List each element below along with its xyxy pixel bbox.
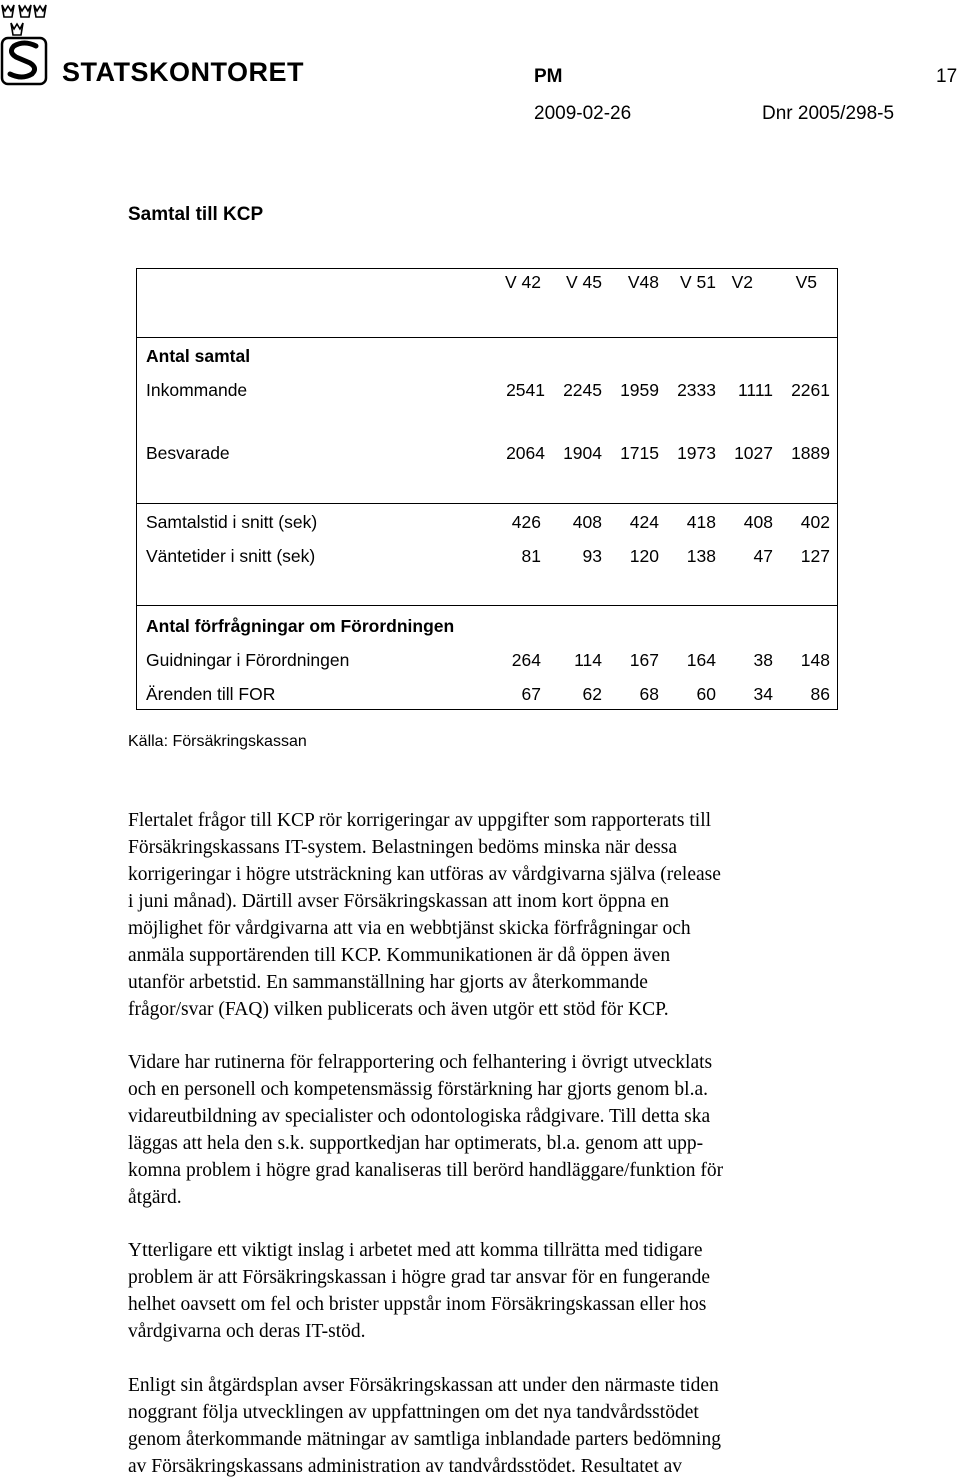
- paragraph: [128, 1237, 848, 1345]
- page-number: 17: [936, 66, 958, 87]
- table-cell: 424: [629, 512, 659, 532]
- row-label: Besvarade: [146, 443, 230, 463]
- table-cell: 127: [800, 546, 830, 566]
- table-cell: 148: [800, 650, 830, 670]
- column-header: V5: [795, 272, 817, 292]
- table-cell: 418: [686, 512, 716, 532]
- table-cell: 2333: [677, 380, 716, 400]
- table-divider: [137, 503, 837, 504]
- statskontoret-logo: [0, 0, 310, 90]
- column-header: V2: [731, 272, 753, 292]
- table-cell: 264: [511, 650, 541, 670]
- table-cell: 81: [521, 546, 541, 566]
- text-line: utanför arbetstid. En sammanställning har gjorts av återkommande: [128, 972, 648, 993]
- text-line: helhet oavsett om fel och brister uppstår inom Försäkringskassan eller hos: [128, 1294, 707, 1315]
- crown-emblem-icon: [0, 0, 60, 90]
- table-cell: 38: [753, 650, 773, 670]
- paragraph: [128, 1049, 848, 1211]
- table-cell: 426: [511, 512, 541, 532]
- table-divider: [137, 337, 837, 338]
- text-line: Vidare har rutinerna för felrapportering och felhantering i övrigt utvecklats: [128, 1052, 713, 1073]
- table-cell: 2245: [563, 380, 602, 400]
- paragraph: [128, 1372, 848, 1480]
- table-cell: 408: [743, 512, 773, 532]
- text-line: av Försäkringskassans administration av tandvårdsstödet. Resultatet av: [128, 1456, 683, 1477]
- table-cell: 34: [753, 684, 773, 704]
- text-line: noggrant följa utvecklingen av uppfattningen om det nya tandvårdsstödet: [128, 1402, 699, 1423]
- column-header: V 45: [566, 272, 602, 292]
- text-line: vårdgivarna och deras IT-stöd.: [128, 1321, 366, 1342]
- text-line: i juni månad). Därtill avser Försäkringskassan att inom kort öppna en: [128, 891, 670, 912]
- text-line: Försäkringskassans IT-system. Belastningen bedöms minska när dessa: [128, 837, 677, 858]
- table-cell: 1027: [734, 443, 773, 463]
- text-line: läggas att hela den s.k. supportkedjan har optimerats, bl.a. genom att upp-: [128, 1133, 704, 1154]
- row-label: Inkommande: [146, 380, 248, 400]
- table-divider: [137, 605, 837, 606]
- column-header: V48: [627, 272, 659, 292]
- row-label: Guidningar i Förordningen: [146, 650, 350, 670]
- text-line: anmäla supportärenden till KCP. Kommunikationen är då öppen även: [128, 945, 671, 966]
- text-line: frågor/svar (FAQ) vilken publicerats och även utgör ett stöd för KCP.: [128, 999, 669, 1020]
- table-cell: 120: [629, 546, 659, 566]
- table-cell: 114: [574, 650, 602, 670]
- table-cell: 1111: [737, 380, 773, 400]
- table-cell: 62: [582, 684, 602, 704]
- row-label: Väntetider i snitt (sek): [146, 546, 316, 566]
- group-heading: Antal samtal: [146, 346, 251, 366]
- document-date: 2009-02-26: [534, 103, 632, 124]
- row-label: Ärenden till FOR: [146, 684, 276, 704]
- table-cell: 2261: [791, 380, 830, 400]
- table-cell: 93: [582, 546, 602, 566]
- registration-number: Dnr 2005/298-5: [762, 103, 895, 124]
- table-cell: 68: [639, 684, 659, 704]
- table-cell: 86: [810, 684, 830, 704]
- text-line: och en personell och kompetensmässig förstärkning har gjorts genom bl.a.: [128, 1079, 708, 1100]
- text-line: Enligt sin åtgärdsplan avser Försäkringskassan att under den närmaste tiden: [128, 1375, 719, 1396]
- calls-table: [136, 268, 838, 710]
- column-header: V 42: [505, 272, 541, 292]
- paragraph: [128, 807, 848, 1023]
- text-line: möjlighet för vårdgivarna att via en webbtjänst skicka förfrågningar och: [128, 918, 691, 939]
- table-cell: 1904: [563, 443, 602, 463]
- table-cell: 402: [800, 512, 830, 532]
- table-cell: 167: [629, 650, 659, 670]
- row-label: Samtalstid i snitt (sek): [146, 512, 318, 532]
- table-cell: 2064: [506, 443, 545, 463]
- section-title: Samtal till KCP: [128, 204, 264, 225]
- table-cell: 1959: [620, 380, 659, 400]
- text-line: Ytterligare ett viktigt inslag i arbetet med att komma tillrätta med tidigare: [128, 1240, 703, 1261]
- text-line: korrigeringar i högre utsträckning kan utföras av vårdgivarna själva (release: [128, 864, 721, 885]
- table-cell: 1715: [620, 443, 659, 463]
- table-cell: 1889: [791, 443, 830, 463]
- document-type: PM: [534, 66, 563, 87]
- table-cell: 47: [753, 546, 773, 566]
- table-source: Källa: Försäkringskassan: [128, 733, 307, 750]
- text-line: Flertalet frågor till KCP rör korrigeringar av uppgifter som rapporterats till: [128, 810, 712, 831]
- text-line: komna problem i högre grad kanaliseras till berörd handläggare/funktion för: [128, 1160, 724, 1181]
- table-cell: 138: [686, 546, 716, 566]
- table-cell: 60: [696, 684, 716, 704]
- text-line: problem är att Försäkringskassan i högre grad tar ansvar för en fungerande: [128, 1267, 711, 1288]
- logo-wordmark: STATSKONTORET: [62, 57, 304, 87]
- text-line: genom återkommande mätningar av samtliga inblandade parters bedömning: [128, 1429, 721, 1450]
- table-cell: 2541: [506, 380, 545, 400]
- table-cell: 1973: [677, 443, 716, 463]
- table-cell: 67: [521, 684, 541, 704]
- text-line: åtgärd.: [128, 1187, 182, 1208]
- column-header: V 51: [680, 272, 716, 292]
- group-heading: Antal förfrågningar om Förordningen: [146, 616, 455, 636]
- table-cell: 164: [686, 650, 716, 670]
- text-line: vidareutbildning av specialister och odontologiska rådgivare. Till detta ska: [128, 1106, 711, 1127]
- table-cell: 408: [572, 512, 602, 532]
